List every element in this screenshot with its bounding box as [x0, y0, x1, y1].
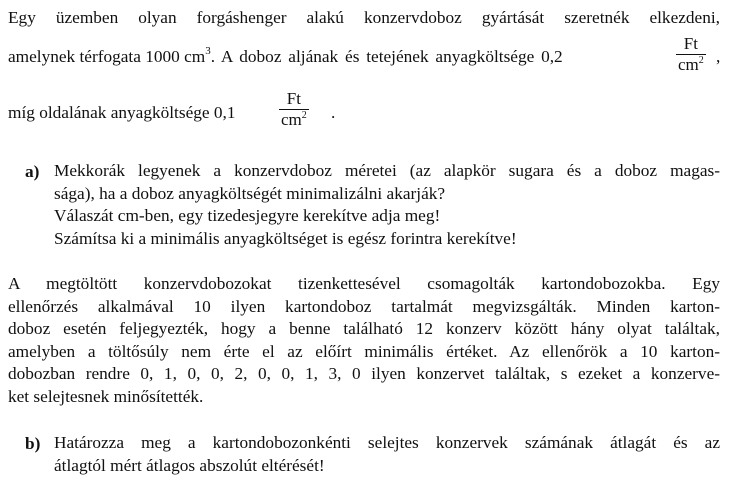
intro-line-2-text-a: amelynek térfogata 1000 cm	[8, 47, 206, 66]
middle-line-2: ellenőrzés alkalmával 10 ilyen kartondoboz tartalmát megvizsgálták. Minden karton-	[8, 296, 720, 316]
intro-line-1: Egy üzemben olyan forgáshenger alakú konzervdoboz gyártását szeretnék elkezdeni,	[8, 8, 720, 27]
volume-exponent: 3	[205, 45, 211, 57]
part-a-label: a)	[25, 162, 40, 181]
middle-line-6: ket selejtesnek minősítették.	[8, 386, 204, 406]
fraction-denominator: $cm^2$	[281, 110, 307, 129]
intro-line-3: míg oldalának anyagköltsége 0,1	[8, 103, 236, 122]
fraction-denominator: $cm^2$	[678, 55, 704, 74]
middle-line-3: doboz esetén feljegyezték, hogy a benne található 12 konzerv között hány olyat találtak,	[8, 319, 720, 338]
part-b-line-1: Határozza meg a kartondobozonkénti selejtes konzervek számának átlagát és az	[54, 433, 720, 452]
intro-line-2-text-b: . A doboz aljának és tetejének anyagköltsége 0,2	[210, 47, 563, 66]
part-a-line-1: Mekkorák legyenek a konzervdoboz méretei (az alapkör sugara és a doboz magas-	[54, 161, 720, 180]
part-b-label: b)	[25, 434, 41, 453]
middle-line-5: dobozban rendre 0, 1, 0, 0, 2, 0, 0, 1, 3, 0 ilyen konzervet találtak, s ezeket a konzerve-	[8, 364, 720, 383]
fraction-numerator: Ft	[683, 34, 698, 53]
unit-fraction-top-bottom	[676, 34, 706, 75]
part-b-line-2: átlagtól mért átlagos abszolút eltérését!	[54, 455, 325, 475]
intro-line-2	[8, 47, 563, 67]
middle-line-1: A megtöltött konzervdobozokat tizenkettesével csomagolták kartondobozokba. Egy	[8, 274, 720, 293]
part-a-line-4: Számítsa ki a minimális anyagköltséget is egész forintra kerekítve!	[54, 228, 517, 248]
part-a-line-3: Válaszát cm-ben, egy tizedesjegyre kerekítve adja meg!	[54, 206, 441, 225]
middle-line-4: amelyben a töltősúly nem érte el az előírt minimális értéket. Az ellenőrök a 10 karton-	[8, 341, 720, 361]
intro-line-2-comma: ,	[716, 47, 721, 66]
intro-line-3-period: .	[331, 103, 336, 122]
unit-fraction-side	[279, 89, 309, 130]
part-a-line-2: sága), ha a doboz anyagköltségét minimalizálni akarják?	[54, 183, 446, 203]
fraction-numerator: Ft	[286, 89, 301, 108]
